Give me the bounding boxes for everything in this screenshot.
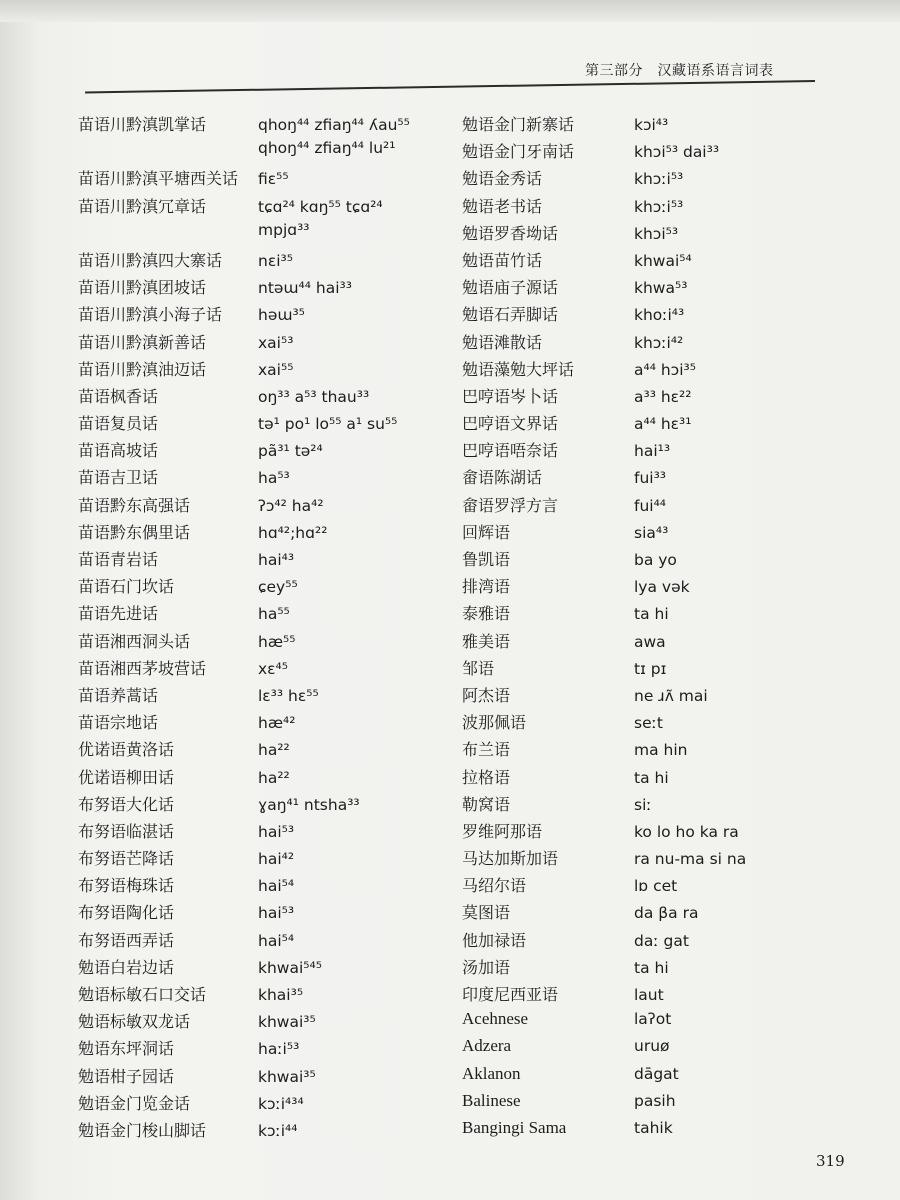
word-list-row xyxy=(462,438,842,465)
word-form: ne ɹʌ̃ mai xyxy=(634,686,708,705)
word-list-row xyxy=(78,683,458,710)
word-list-row xyxy=(462,302,842,329)
word-list-row xyxy=(462,982,842,1009)
word-list-row xyxy=(462,601,842,628)
word-form: ta hi xyxy=(634,958,669,977)
word-form: hai¹³ xyxy=(634,442,671,461)
word-list-row xyxy=(78,139,458,166)
word-form: ma hin xyxy=(634,741,688,760)
word-list-row xyxy=(78,765,458,792)
language-name: 雅美语 xyxy=(462,631,511,651)
word-list-row xyxy=(462,221,842,248)
language-name: 邹语 xyxy=(462,658,495,678)
language-name: 苗语黔东偶里话 xyxy=(78,522,191,542)
word-list-row xyxy=(78,248,458,275)
language-name: 苗语青岩话 xyxy=(78,550,159,569)
word-list-row xyxy=(462,1009,842,1036)
word-form: ha⁵⁵ xyxy=(258,605,290,624)
word-list-row xyxy=(462,1064,842,1091)
language-name: 勉语标敏双龙话 xyxy=(78,1012,191,1032)
language-name: 苗语养蒿话 xyxy=(78,685,159,705)
word-form: hæ⁵⁵ xyxy=(258,632,296,651)
word-list-row xyxy=(462,629,842,656)
language-name: 畲语陈湖话 xyxy=(462,468,543,488)
word-form: siː xyxy=(634,795,652,814)
word-list-row xyxy=(462,873,842,900)
word-form: tə¹ po¹ lo⁵⁵ a¹ su⁵⁵ xyxy=(258,415,398,434)
word-list-row xyxy=(78,330,458,357)
word-list-row xyxy=(462,357,842,384)
word-list-row xyxy=(462,710,842,737)
word-form: xɛ⁴⁵ xyxy=(258,659,288,678)
word-list-row xyxy=(462,819,842,846)
language-name: 罗维阿那语 xyxy=(462,821,543,841)
word-form: ta hi xyxy=(634,768,669,787)
word-form: khɔi⁵³ dai³³ xyxy=(634,143,720,162)
right-column xyxy=(462,112,842,1145)
word-list-row xyxy=(78,846,458,873)
language-name: 勉语石弄脚话 xyxy=(462,305,559,325)
language-name: 布努语西弄话 xyxy=(78,930,175,950)
word-form: lɒ cet xyxy=(634,877,678,896)
word-form: fui⁴⁴ xyxy=(634,496,667,515)
word-form: uruø xyxy=(634,1037,670,1056)
word-list-row xyxy=(78,357,458,384)
language-name: 巴哼语文界话 xyxy=(462,414,559,434)
language-name: 苗语川黔滇小海子话 xyxy=(78,305,223,325)
language-name: 勉语金门新寨话 xyxy=(462,115,575,134)
word-form: awa xyxy=(634,632,666,651)
word-list-row xyxy=(78,737,458,764)
word-form: ba yo xyxy=(634,551,677,569)
word-form: seːt xyxy=(634,714,663,733)
word-list-row xyxy=(462,574,842,601)
header-rule xyxy=(85,80,815,93)
word-form: ko lo ho ka ra xyxy=(634,822,739,841)
language-name: 鲁凯语 xyxy=(462,550,511,569)
word-form: khwai⁵⁴⁵ xyxy=(258,958,322,977)
language-name: Bangingi Sama xyxy=(462,1117,567,1137)
word-list-row xyxy=(78,1036,458,1063)
word-list-row xyxy=(78,302,458,329)
language-name: 优诺语柳田话 xyxy=(78,767,175,787)
word-list-row xyxy=(462,112,842,139)
word-list-row xyxy=(462,792,842,819)
language-name: 畲语罗浮方言 xyxy=(462,495,559,515)
word-form: khɔi⁵³ xyxy=(634,224,679,243)
word-form: kɔːi⁴⁴ xyxy=(258,1121,298,1140)
word-list-row xyxy=(78,465,458,492)
word-form: hɑ⁴²;hɑ²² xyxy=(258,523,328,542)
language-name: 阿杰语 xyxy=(462,685,511,705)
word-form: fiɛ⁵⁵ xyxy=(258,170,289,189)
word-form: ha⁵³ xyxy=(258,469,290,488)
word-list-row xyxy=(462,928,842,955)
word-form: khwa⁵³ xyxy=(634,279,688,298)
language-name: 苗语石门坎话 xyxy=(78,577,175,597)
language-name: 苗语川黔滇油迈话 xyxy=(78,359,207,379)
word-list-row xyxy=(462,955,842,982)
language-name: 排湾语 xyxy=(462,577,511,597)
word-list-row xyxy=(462,737,842,764)
language-name: Aklanon xyxy=(462,1063,521,1083)
word-form: dāgat xyxy=(634,1064,679,1083)
language-name: 苗语湘西洞头话 xyxy=(78,631,191,651)
language-name: 勉语金门梭山脚话 xyxy=(78,1120,207,1140)
word-form: tɕɑ²⁴ kɑŋ⁵⁵ tɕɑ²⁴ xyxy=(258,197,383,216)
word-list-row xyxy=(78,520,458,547)
word-list-row xyxy=(462,846,842,873)
word-form: lɛ³³ hɛ⁵⁵ xyxy=(258,686,319,705)
language-name: 汤加语 xyxy=(462,957,511,977)
language-name: 勉语罗香坳话 xyxy=(462,223,559,243)
language-name: 勉语白岩边话 xyxy=(78,957,175,977)
language-name: 布兰语 xyxy=(462,740,511,760)
word-form: hai⁵³ xyxy=(258,904,295,923)
word-form: hai⁵⁴ xyxy=(258,877,295,896)
language-name: 他加禄语 xyxy=(462,930,527,950)
word-list-row xyxy=(78,574,458,601)
language-name: 苗语川黔滇团坡话 xyxy=(78,278,207,298)
word-form: fui³³ xyxy=(634,469,667,488)
language-name: 布努语梅珠话 xyxy=(78,876,175,896)
word-list-row xyxy=(78,819,458,846)
word-form: a³³ hɛ²² xyxy=(634,387,692,406)
language-name: 勉语金门牙南话 xyxy=(462,142,575,162)
word-list-row xyxy=(78,792,458,819)
word-list-row xyxy=(78,928,458,955)
word-list-row xyxy=(462,683,842,710)
word-form: ɕey⁵⁵ xyxy=(258,578,298,597)
language-name: 巴哼语岑卜话 xyxy=(462,386,559,406)
word-list-row xyxy=(78,493,458,520)
language-name: 苗语川黔滇凯掌话 xyxy=(78,115,207,134)
page-number: 319 xyxy=(816,1152,845,1170)
word-list-row xyxy=(78,710,458,737)
language-name: 勉语标敏石口交话 xyxy=(78,985,207,1004)
language-name: 回辉语 xyxy=(462,522,511,542)
language-name: 巴哼语唔奈话 xyxy=(462,441,559,461)
word-form: kɔːi⁴³⁴ xyxy=(258,1094,304,1113)
word-form: laʔot xyxy=(634,1010,672,1029)
word-form: da βa ra xyxy=(634,904,699,923)
language-name: 苗语川黔滇平塘西关话 xyxy=(78,169,239,189)
word-list-row xyxy=(78,384,458,411)
language-name: 苗语高坡话 xyxy=(78,441,159,461)
language-name: 苗语湘西茅坡营话 xyxy=(78,658,207,678)
word-form: tahik xyxy=(634,1118,673,1137)
word-list-row xyxy=(78,629,458,656)
word-list-row xyxy=(78,438,458,465)
word-list-row xyxy=(462,1036,842,1063)
word-list-row xyxy=(78,221,458,248)
language-name: 勉语金门览金话 xyxy=(78,1093,191,1113)
word-form: hai⁴³ xyxy=(258,551,295,569)
language-name: 苗语川黔滇新善话 xyxy=(78,332,207,352)
language-name: 泰雅语 xyxy=(462,604,511,624)
word-list-row xyxy=(462,765,842,792)
word-form: pã³¹ tə²⁴ xyxy=(258,442,323,461)
language-name: 布努语临湛话 xyxy=(78,821,175,841)
language-name: 拉格语 xyxy=(462,767,511,787)
language-name: 苗语川黔滇四大寨话 xyxy=(78,250,223,270)
language-name: 布努语大化话 xyxy=(78,794,175,814)
word-list-row xyxy=(78,1064,458,1091)
language-name: 苗语吉卫话 xyxy=(78,468,159,488)
word-form: nɛi³⁵ xyxy=(258,251,293,270)
word-list-row xyxy=(462,139,842,166)
language-name: Acehnese xyxy=(462,1009,529,1029)
word-list-row xyxy=(78,955,458,982)
word-form: ha²² xyxy=(258,741,290,760)
word-list-row xyxy=(78,1118,458,1145)
word-form: qhoŋ⁴⁴ zfiaŋ⁴⁴ lu²¹ xyxy=(258,139,396,158)
word-form: khɔːi⁴² xyxy=(634,333,684,352)
word-list-row xyxy=(78,275,458,302)
word-form: ha²² xyxy=(258,768,290,787)
language-name: 布努语芒降话 xyxy=(78,849,175,869)
language-name: 勉语庙子源话 xyxy=(462,278,559,298)
language-name: 苗语川黔滇冗章话 xyxy=(78,196,207,216)
word-form: a⁴⁴ hɛ³¹ xyxy=(634,415,692,434)
word-form: həɯ³⁵ xyxy=(258,306,305,325)
word-list-row xyxy=(462,900,842,927)
language-name: 苗语先进话 xyxy=(78,604,159,624)
word-list-row xyxy=(462,493,842,520)
word-form: khwai⁵⁴ xyxy=(634,251,692,270)
language-name: Adzera xyxy=(462,1036,512,1056)
word-list-row xyxy=(462,248,842,275)
word-form: khoːi⁴³ xyxy=(634,306,685,325)
word-form: tɪ pɪ xyxy=(634,659,667,678)
language-name: 苗语黔东高强话 xyxy=(78,495,191,515)
language-name: Balinese xyxy=(462,1090,521,1110)
word-list-row xyxy=(462,1118,842,1145)
word-form: a⁴⁴ hɔi³⁵ xyxy=(634,360,696,379)
language-name: 优诺语黄洛话 xyxy=(78,740,175,760)
word-list-row xyxy=(78,547,458,574)
word-form: ra nu-ma si na xyxy=(634,850,747,869)
word-form: lya vək xyxy=(634,578,690,597)
word-list-row xyxy=(462,520,842,547)
word-form: khwai³⁵ xyxy=(258,1013,316,1032)
language-name: 马达加斯加语 xyxy=(462,849,559,869)
language-name: 勉语东坪洞话 xyxy=(78,1039,175,1059)
word-form: hai⁵³ xyxy=(258,822,295,841)
word-form: haːi⁵³ xyxy=(258,1040,300,1059)
language-name: 布努语陶化话 xyxy=(78,903,175,923)
language-name: 勉语老书话 xyxy=(462,196,543,216)
word-list-row xyxy=(78,1091,458,1118)
word-list-row xyxy=(78,900,458,927)
left-column xyxy=(78,112,458,1145)
word-form: hai⁴² xyxy=(258,850,295,869)
word-list-row xyxy=(462,194,842,221)
word-form: ta hi xyxy=(634,605,669,624)
word-list-row xyxy=(78,601,458,628)
word-form: khwai³⁵ xyxy=(258,1067,316,1086)
word-form: laut xyxy=(634,986,664,1004)
word-list-row xyxy=(462,275,842,302)
language-name: 勉语藻勉大坪话 xyxy=(462,359,575,379)
word-list-row xyxy=(78,982,458,1009)
language-name: 勉语柑子园话 xyxy=(78,1066,175,1086)
word-list-row xyxy=(78,194,458,221)
running-header: 第三部分 汉藏语系语言词表 xyxy=(585,63,774,79)
word-form: daː gat xyxy=(634,931,689,950)
word-list-row xyxy=(462,547,842,574)
word-form: pasih xyxy=(634,1091,676,1110)
word-form: khai³⁵ xyxy=(258,986,304,1004)
word-list-row xyxy=(78,1009,458,1036)
word-form: oŋ³³ a⁵³ thau³³ xyxy=(258,387,370,406)
page-top-edge xyxy=(0,0,900,22)
word-form: hæ⁴² xyxy=(258,714,296,733)
word-form: xai⁵³ xyxy=(258,333,294,352)
word-form: ʔɔ⁴² ha⁴² xyxy=(258,496,324,515)
word-form: sia⁴³ xyxy=(634,523,669,542)
language-name: 勉语苗竹话 xyxy=(462,250,543,270)
language-name: 勉语滩散话 xyxy=(462,332,543,352)
word-list-row xyxy=(78,411,458,438)
word-list-row xyxy=(462,1091,842,1118)
language-name: 印度尼西亚语 xyxy=(462,985,559,1004)
word-list-row xyxy=(462,411,842,438)
language-name: 勒窝语 xyxy=(462,794,511,814)
word-form: ntəɯ⁴⁴ hai³³ xyxy=(258,279,352,298)
word-form: xai⁵⁵ xyxy=(258,360,294,379)
word-form: khɔːi⁵³ xyxy=(634,197,684,216)
word-form: qhoŋ⁴⁴ zfiaŋ⁴⁴ ʎau⁵⁵ xyxy=(258,116,410,134)
word-list-row xyxy=(462,166,842,193)
word-list-row xyxy=(462,656,842,683)
word-list-row xyxy=(78,112,458,139)
language-name: 波那佩语 xyxy=(462,713,527,733)
word-list-row xyxy=(462,330,842,357)
language-name: 莫图语 xyxy=(462,903,511,923)
word-form: mpjɑ³³ xyxy=(258,220,310,239)
word-form: ɣaŋ⁴¹ ntsha³³ xyxy=(258,795,360,814)
word-list-row xyxy=(78,873,458,900)
language-name: 勉语金秀话 xyxy=(462,169,543,189)
language-name: 苗语枫香话 xyxy=(78,386,159,406)
language-name: 马绍尔语 xyxy=(462,876,527,896)
word-list-row xyxy=(78,656,458,683)
word-list-row xyxy=(462,384,842,411)
word-form: khɔːi⁵³ xyxy=(634,170,684,189)
word-form: hai⁵⁴ xyxy=(258,931,295,950)
language-name: 苗语宗地话 xyxy=(78,713,159,733)
word-form: kɔi⁴³ xyxy=(634,116,669,134)
word-list-row xyxy=(462,465,842,492)
language-name: 苗语复员话 xyxy=(78,414,159,434)
word-list-row xyxy=(78,166,458,193)
